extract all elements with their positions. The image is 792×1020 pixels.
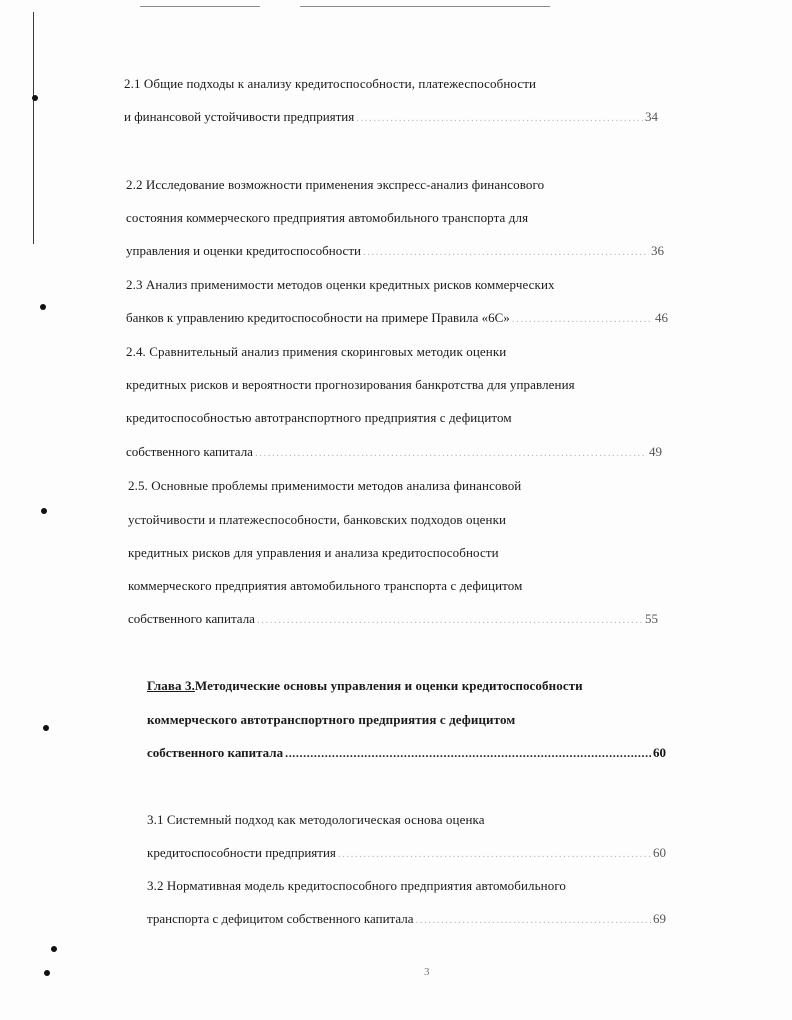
toc-entry-2-1	[124, 109, 658, 125]
toc-page-number: 55	[645, 611, 658, 626]
toc-entry-2-2-line: состояния коммерческого предприятия автомобильного транспорта для	[126, 210, 529, 225]
chapter-3-heading	[147, 678, 583, 694]
dot-leader	[285, 746, 651, 761]
dot-leader	[255, 447, 647, 459]
toc-entry-2-5-line: 2.5. Основные проблемы применимости методов анализа финансовой	[128, 478, 522, 493]
chapter-title: Методические основы управления и оценки кредитоспособности	[194, 678, 583, 693]
toc-entry-2-2-line: 2.2 Исследование возможности применения экспресс-анализ финансового	[126, 177, 545, 192]
binder-hole-mark	[44, 970, 50, 976]
chapter-label: Глава 3.	[147, 678, 195, 693]
toc-entry-text: собственного капитала	[128, 611, 255, 626]
toc-entry-2-2	[126, 243, 664, 259]
toc-page-number: 46	[655, 310, 668, 325]
scan-top-edge	[300, 6, 550, 7]
toc-entry-3-2-line: 3.2 Нормативная модель кредитоспособного предприятия автомобильного	[147, 878, 567, 893]
toc-entry-2-4	[126, 444, 662, 460]
toc-entry-text: кредитоспособности предприятия	[147, 845, 336, 860]
toc-entry-text: управления и оценки кредитоспособности	[126, 243, 361, 258]
dot-leader	[416, 914, 651, 926]
toc-entry-2-4-line: кредитных рисков и вероятности прогнозирования банкротства для управления	[126, 377, 575, 392]
toc-entry-2-5-line: устойчивости и платежеспособности, банковских подходов оценки	[128, 512, 507, 527]
toc-entry-chapter-3	[147, 745, 666, 761]
page-number: 3	[424, 966, 430, 978]
binder-hole-mark	[43, 725, 49, 731]
dot-leader	[338, 848, 651, 860]
toc-entry-2-5	[128, 611, 658, 627]
toc-entry-2-4-line: 2.4. Сравнительный анализ примения скоринговых методик оценки	[126, 344, 507, 359]
toc-entry-text: банков к управлению кредитоспособности на примере Правила «6С»	[126, 310, 510, 325]
toc-entry-2-4-line: кредитоспособностью автотранспортного предприятия с дефицитом	[126, 410, 512, 425]
dot-leader	[363, 246, 649, 258]
scan-top-edge	[140, 6, 260, 7]
toc-entry-2-5-line: кредитных рисков для управления и анализа кредитоспособности	[128, 545, 499, 560]
toc-page-number: 60	[653, 745, 666, 760]
toc-page-number: 34	[645, 109, 658, 124]
binder-hole-mark	[40, 304, 46, 310]
binder-hole-mark	[51, 946, 57, 952]
dot-leader	[257, 614, 643, 626]
toc-page-number: 69	[653, 911, 666, 926]
toc-entry-2-3	[126, 310, 668, 326]
toc-entry-2-1-line: 2.1 Общие подходы к анализу кредитоспособности, платежеспособности	[124, 76, 537, 91]
toc-entry-3-1	[147, 845, 666, 861]
scan-left-edge	[33, 12, 34, 244]
toc-entry-text: и финансовой устойчивости предприятия	[124, 109, 355, 124]
binder-hole-mark	[32, 95, 38, 101]
toc-entry-text: собственного капитала	[126, 444, 253, 459]
toc-entry-2-3-line: 2.3 Анализ применимости методов оценки кредитных рисков коммерческих	[126, 277, 555, 292]
toc-entry-text: собственного капитала	[147, 745, 284, 760]
toc-entry-2-5-line: коммерческого предприятия автомобильного транспорта с дефицитом	[128, 578, 523, 593]
toc-entry-3-1-line: 3.1 Системный подход как методологическая основа оценка	[147, 812, 485, 827]
toc-page-number: 36	[651, 243, 664, 258]
toc-entry-text: транспорта с дефицитом собственного капитала	[147, 911, 414, 926]
dot-leader	[356, 112, 643, 124]
dot-leader	[512, 313, 653, 325]
toc-entry-3-2	[147, 911, 666, 927]
chapter-3-heading-line: коммерческого автотранспортного предприятия с дефицитом	[147, 712, 516, 727]
binder-hole-mark	[41, 508, 47, 514]
toc-page-number: 49	[649, 444, 662, 459]
toc-page-number: 60	[653, 845, 666, 860]
